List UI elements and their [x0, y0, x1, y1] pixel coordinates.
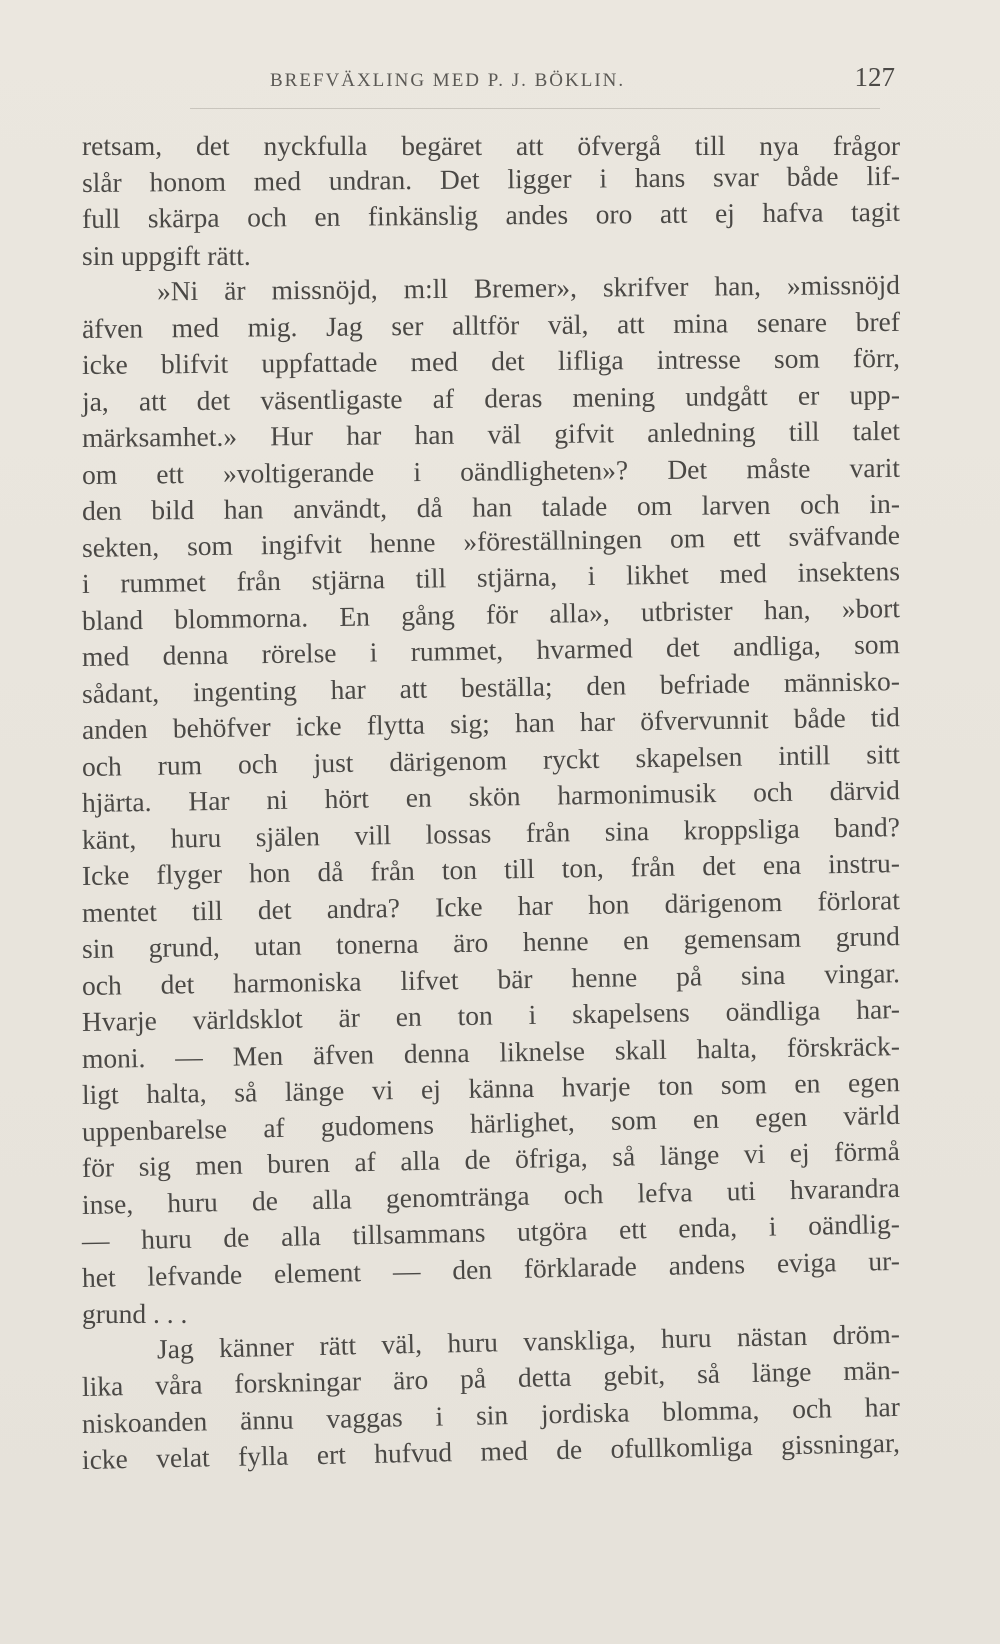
text-line: och det harmoniska lifvet bär henne på sina vingar. [81, 956, 901, 1001]
text-line: sekten, som ingifvit henne »föreställningen om ett sväfvande [81, 518, 901, 563]
header-rule [190, 108, 880, 109]
page-number: 127 [854, 62, 895, 92]
page-header [80, 62, 895, 102]
text-line: icke blifvit uppfattade med det lifliga intresse som förr, [81, 341, 901, 380]
text-line: i rummet från stjärna till stjärna, i likhet med insektens [81, 555, 901, 599]
text-line: den bild han användt, då han talade om larven och in- [81, 487, 901, 526]
text-line: ligt halta, så länge vi ej känna hvarje ton som en egen [81, 1066, 901, 1110]
text-line: äfven med mig. Jag ser alltför väl, att mina senare bref [81, 305, 901, 344]
text-line: niskoanden ännu vaggas i sin jordiska blomma, och har [81, 1390, 901, 1439]
text-line: icke velat fylla ert hufvud med de ofullkomliga gissningar, [81, 1426, 901, 1475]
text-line: anden behöfver icke flytta sig; han har öfvervunnit både tid [81, 701, 901, 745]
text-line: grund . . . [82, 1298, 188, 1329]
text-line: bland blommorna. En gång för alla», utbrister han, »bort [81, 591, 901, 636]
text-line: Icke flyger hon då från ton till ton, från det ena instru- [81, 847, 901, 891]
text-line: het lefvande element — den förklarade andens eviga ur- [81, 1244, 901, 1293]
text-line: »Ni är missnöjd, m:ll Bremer», skrifver han, »missnöjd [156, 268, 901, 307]
text-line: för sig men buren af alla de öfriga, så länge vi ej förmå [81, 1134, 901, 1183]
text-line: sin grund, utan tonerna äro henne en gemensam grund [81, 920, 901, 964]
text-line: sådant, ingenting har att beställa; den befriade människo- [81, 664, 901, 709]
text-line: ja, att det väsentligaste af deras mening undgått er upp- [81, 378, 901, 417]
text-line: om ett »voltigerande i oändligheten»? Det måste varit [81, 451, 901, 490]
text-line: märksamhet.» Hur har han väl gifvit anledning till talet [81, 414, 901, 453]
text-line: slår honom med undran. Det ligger i hans svar både lif- [81, 159, 901, 198]
text-line: Jag känner rätt väl, huru vanskliga, huru nästan dröm- [156, 1317, 901, 1364]
body-text [82, 128, 900, 1479]
text-line: hjärta. Har ni hört en skön harmonimusik och därvid [81, 774, 901, 818]
text-line: känt, huru själen vill lossas från sina kroppsliga band? [81, 810, 901, 855]
text-line: retsam, det nyckfulla begäret att öfvergå till nya frågor [82, 130, 900, 161]
text-line: Hvarje världsklot är en ton i skapelsens oändliga har- [81, 993, 901, 1037]
text-line: — huru de alla tillsammans utgöra ett enda, i oändlig- [81, 1207, 901, 1256]
text-line: inse, huru de alla genomtränga och lefva uti hvarandra [81, 1171, 901, 1220]
text-line: full skärpa och en finkänslig andes oro att ej hafva tagit [81, 195, 901, 234]
text-line: med denna rörelse i rummet, hvarmed det andliga, som [81, 628, 901, 672]
text-line: moni. — Men äfven denna liknelse skall halta, förskräck- [81, 1029, 901, 1074]
text-line: och rum och just därigenom ryckt skapelsen intill sitt [81, 737, 901, 782]
text-line: mentet till det andra? Icke har hon därigenom förlorat [81, 883, 901, 928]
running-head: BREFVÄXLING MED P. J. BÖKLIN. [270, 70, 626, 91]
text-line: lika våra forskningar äro på detta gebit, så länge män- [81, 1353, 901, 1402]
text-line: uppenbarelse af gudomens härlighet, som en egen värld [81, 1098, 901, 1147]
text-line: sin uppgift rätt. [82, 239, 251, 271]
